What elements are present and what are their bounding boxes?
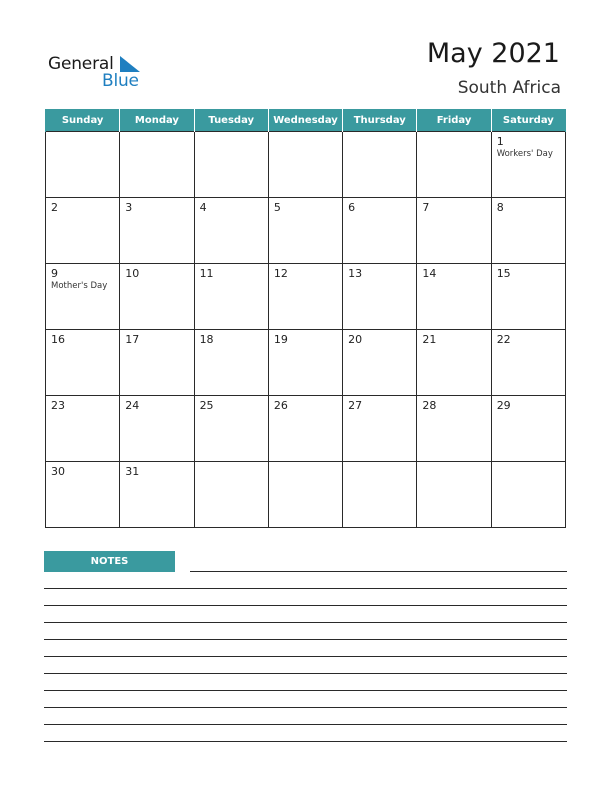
day-cell <box>46 264 120 330</box>
day-number: 21 <box>422 333 437 346</box>
day-cell <box>417 396 491 462</box>
notes-label: NOTES <box>44 551 175 572</box>
week-row <box>46 396 566 462</box>
note-line <box>44 639 567 640</box>
day-cell <box>343 198 417 264</box>
day-cell <box>491 462 565 528</box>
day-cell <box>194 264 268 330</box>
day-cell <box>417 264 491 330</box>
note-line <box>190 571 567 572</box>
day-number: 26 <box>273 399 288 412</box>
day-number: 11 <box>199 267 214 280</box>
day-number: 18 <box>199 333 214 346</box>
day-cell <box>194 198 268 264</box>
day-number: 2 <box>51 201 58 214</box>
day-cell <box>120 132 194 198</box>
day-cell <box>268 132 342 198</box>
day-cell <box>194 330 268 396</box>
day-cell <box>417 462 491 528</box>
weekday-header-row <box>46 109 566 132</box>
day-cell <box>343 264 417 330</box>
note-line <box>44 741 567 742</box>
day-cell <box>120 462 194 528</box>
day-number: 22 <box>496 333 511 346</box>
day-number: 4 <box>199 201 207 214</box>
day-cell <box>120 396 194 462</box>
weekday-tuesday: Tuesday <box>194 109 268 132</box>
note-line <box>44 588 567 589</box>
day-number: 7 <box>422 201 430 214</box>
day-cell <box>194 132 268 198</box>
day-cell <box>491 396 565 462</box>
day-cell <box>343 396 417 462</box>
day-cell <box>46 198 120 264</box>
page-title: May 2021 <box>426 38 560 69</box>
calendar-grid <box>45 109 566 528</box>
day-number: 27 <box>348 399 363 412</box>
weekday-thursday: Thursday <box>343 109 417 132</box>
day-cell <box>343 132 417 198</box>
weekday-wednesday: Wednesday <box>268 109 342 132</box>
country-subtitle: South Africa <box>457 78 561 98</box>
day-cell <box>491 330 565 396</box>
logo-general-text: General <box>48 54 114 74</box>
day-number: 17 <box>125 333 140 346</box>
holiday-label: Mother's Day <box>51 281 108 291</box>
weekday-friday: Friday <box>417 109 491 132</box>
day-number: 13 <box>348 267 363 280</box>
day-cell <box>268 396 342 462</box>
note-line <box>44 724 567 725</box>
day-cell <box>268 264 342 330</box>
note-line <box>44 605 567 606</box>
day-cell <box>194 396 268 462</box>
day-cell <box>491 264 565 330</box>
day-cell <box>46 132 120 198</box>
day-cell <box>268 462 342 528</box>
day-number: 8 <box>496 201 504 214</box>
weekday-sunday: Sunday <box>46 109 120 132</box>
day-cell <box>417 132 491 198</box>
day-cell <box>120 198 194 264</box>
week-row <box>46 198 566 264</box>
day-number: 16 <box>51 333 65 346</box>
week-row <box>46 462 566 528</box>
day-number: 14 <box>422 267 437 280</box>
note-line <box>44 707 567 708</box>
weekday-saturday: Saturday <box>491 109 565 132</box>
day-cell <box>120 330 194 396</box>
day-cell <box>46 462 120 528</box>
logo-blue-text: Blue <box>102 71 139 91</box>
day-cell <box>491 198 565 264</box>
day-number: 9 <box>51 267 58 280</box>
day-cell <box>268 198 342 264</box>
day-number: 19 <box>273 333 288 346</box>
day-cell <box>417 330 491 396</box>
day-cell <box>491 132 565 198</box>
note-line <box>44 656 567 657</box>
day-number: 5 <box>273 201 281 214</box>
week-row <box>46 330 566 396</box>
day-number: 6 <box>348 201 356 214</box>
day-number: 28 <box>422 399 437 412</box>
day-cell <box>343 330 417 396</box>
note-line <box>44 673 567 674</box>
note-line <box>44 690 567 691</box>
day-cell <box>194 462 268 528</box>
day-cell <box>120 264 194 330</box>
brand-logo <box>48 52 158 92</box>
day-number: 12 <box>273 267 288 280</box>
day-number: 30 <box>51 465 65 478</box>
day-cell <box>417 198 491 264</box>
day-number: 15 <box>496 267 511 280</box>
logo-triangle-icon <box>120 56 140 72</box>
day-cell <box>46 330 120 396</box>
note-line <box>44 622 567 623</box>
day-cell <box>46 396 120 462</box>
day-number: 1 <box>496 135 504 148</box>
day-cell <box>268 330 342 396</box>
day-number: 25 <box>199 399 214 412</box>
day-number: 31 <box>125 465 140 478</box>
day-number: 23 <box>51 399 65 412</box>
day-number: 3 <box>125 201 133 214</box>
day-number: 10 <box>125 267 140 280</box>
day-number: 29 <box>496 399 511 412</box>
weekday-monday: Monday <box>120 109 194 132</box>
week-row <box>46 264 566 330</box>
week-row <box>46 132 566 198</box>
day-number: 20 <box>348 333 363 346</box>
day-cell <box>343 462 417 528</box>
day-number: 24 <box>125 399 140 412</box>
holiday-label: Workers' Day <box>496 149 553 159</box>
